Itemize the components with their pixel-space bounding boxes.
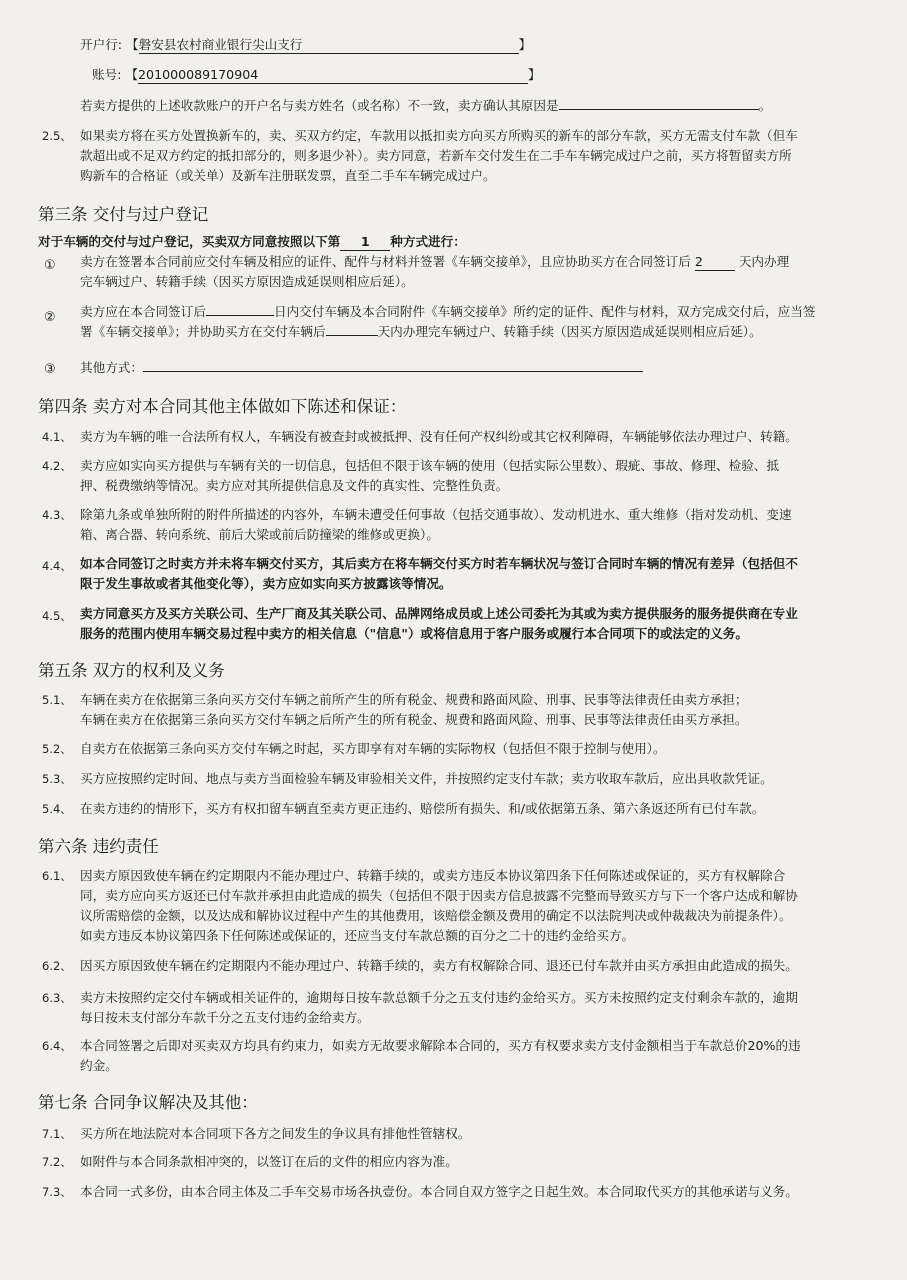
clause-number: 7.1、: [42, 1127, 72, 1141]
clause-number: 7.2、: [42, 1155, 72, 1169]
option-1-line2: 完车辆过户、转籍手续（因买方原因造成延误则相应后延）。: [80, 274, 414, 289]
clause-number: 5.3、: [42, 772, 72, 786]
option-2-mark: ②: [44, 310, 56, 325]
clause-number: 4.1、: [42, 430, 72, 444]
art3-method-number: 1: [340, 234, 390, 251]
bank-row: [80, 35, 531, 55]
account-value: 201000089170904: [138, 67, 528, 84]
option-2-text-b: 日内交付车辆及本合同附件《车辆交接单》所约定的证件、配件与材料，双方完成交付后，应当签: [273, 304, 816, 319]
clause-number: 4.5、: [42, 609, 72, 623]
clause-number: 4.2、: [42, 459, 72, 473]
mismatch-blank: [559, 109, 759, 110]
clause-number: 6.4、: [42, 1039, 72, 1053]
option-2-text: 卖方应在本合同签订后: [80, 304, 206, 319]
clause-text: 购新车的合格证（或关单）及新车注册联发票，直至二手车车辆完成过户。: [80, 168, 496, 183]
art3-intro-text: 对于车辆的交付与过户登记，买卖双方同意按照以下第: [38, 234, 341, 249]
clause-text: 本合同一式多份，由本合同主体及二手车交易市场各执壹份。本合同自双方签字之日起生效。本合同取代买方的其他承诺与义务。: [80, 1184, 798, 1199]
clause-text: 约金。: [80, 1058, 118, 1073]
clause-text: 买方所在地法院对本合同项下各方之间发生的争议具有排他性管辖权。: [80, 1126, 471, 1141]
option-2-line2: [80, 322, 762, 342]
clause-number: 6.1、: [42, 869, 72, 883]
clause-text: 除第九条或单独所附的附件所描述的内容外，车辆未遭受任何事故（包括交通事故）、发动机进水、重大维修（指对发动机、变速: [80, 507, 792, 522]
clause-text: 因买方原因致使车辆在约定期限内不能办理过户、转籍手续的，卖方有权解除合同、退还已付车款并由买方承担由此造成的损失。: [80, 958, 798, 973]
bank-value: 磐安县农村商业银行尖山支行: [139, 37, 519, 54]
option-2-text-c: 署《车辆交接单》；并协助买方在交付车辆后: [80, 324, 326, 339]
mismatch-line: [80, 96, 771, 116]
option-2-text-d: 天内办理完车辆过户、转籍手续（因买方原因造成延误则相应后延）。: [377, 324, 762, 339]
clause-number: 7.3、: [42, 1185, 72, 1199]
clause-text: 卖方同意买方及买方关联公司、生产厂商及其关联公司、品牌网络成员或上述公司委托为其或为卖方提供服务的服务提供商在专业: [80, 606, 798, 621]
mismatch-end: 。: [758, 98, 772, 113]
option-2-blank-days2: [326, 335, 378, 336]
clause-number: 6.3、: [42, 991, 72, 1005]
art3-intro: [38, 232, 466, 252]
bank-label: 开户行:: [80, 37, 123, 52]
account-open-bracket: 【: [125, 67, 139, 82]
clause-number: 5.1、: [42, 693, 72, 707]
clause-text: 卖方为车辆的唯一合法所有权人，车辆没有被查封或被抵押、没有任何产权纠纷或其它权利障碍，车辆能够依法办理过户、转籍。: [80, 429, 798, 444]
account-label: 账号:: [92, 67, 122, 82]
option-1-days: 2: [695, 254, 735, 271]
clause-text: 卖方未按照约定交付车辆或相关证件的，逾期每日按车款总额千分之五支付违约金给买方。买方未按照约定支付剩余车款的，逾期: [80, 990, 798, 1005]
option-2-blank-days: [206, 315, 274, 316]
clause-text: 议所需赔偿的金额，以及达成和解协议过程中产生的其他费用，该赔偿金额及费用的确定不以法院判决或仲裁裁决为前提条件）。: [80, 908, 792, 923]
clause-number: 5.4、: [42, 802, 72, 816]
article-title: 第五条 双方的权利及义务: [38, 661, 225, 680]
bank-open-bracket: 【: [126, 37, 139, 52]
clause-text: 每日按未支付部分车款千分之五支付违约金给卖方。: [80, 1010, 370, 1025]
clause-text: 如果卖方将在买方处置换新车的，卖、买双方约定，车款用以抵扣卖方向买方所购买的新车的部分车款，买方无需支付车款（但车: [80, 128, 798, 143]
clause-number: 4.3、: [42, 508, 72, 522]
clause-text: 车辆在卖方在依据第三条向买方交付车辆之前所产生的所有税金、规费和路面风险、刑事、民事等法律责任由卖方承担；: [80, 692, 748, 707]
clause-number: 4.4、: [42, 559, 72, 573]
clause-number: 5.2、: [42, 742, 72, 756]
option-3-line: [80, 358, 643, 378]
clause-text: 买方应按照约定时间、地点与卖方当面检验车辆及审验相关文件，并按照约定支付车款；卖方收取车款后，应出具收款凭证。: [80, 771, 773, 786]
clause-text: 车辆在卖方在依据第三条向买方交付车辆之后所产生的所有税金、规费和路面风险、刑事、民事等法律责任由买方承担。: [80, 712, 748, 727]
account-row: [92, 65, 541, 85]
clause-text: 如本合同签订之时卖方并未将车辆交付买方，其后卖方在将车辆交付买方时若车辆状况与签订合同时车辆的情况有差异（包括但不: [80, 556, 798, 571]
option-3-mark: ③: [44, 362, 56, 377]
clause-text: 同，卖方应向买方返还已付车款并承担由此造成的损失（包括但不限于因卖方信息披露不完整而导致买方与下一个客户达成和解协: [80, 888, 798, 903]
article-title: 第七条 合同争议解决及其他：: [38, 1093, 258, 1112]
clause-text: 限于发生事故或者其他变化等），卖方应如实向买方披露该等情况。: [80, 576, 452, 591]
option-3-label: 其他方式：: [80, 360, 143, 375]
clause-number: 2.5、: [42, 129, 72, 143]
clause-number: 6.2、: [42, 959, 72, 973]
clause-text: 卖方应如实向买方提供与车辆有关的一切信息，包括但不限于该车辆的使用（包括实际公里数）、瑕疵、事故、修理、检验、抵: [80, 458, 779, 473]
option-1-text: 卖方在签署本合同前应交付车辆及相应的证件、配件与材料并签署《车辆交接单》，且应协助买方在合同签订后: [80, 254, 691, 269]
article-title: 第四条 卖方对本合同其他主体做如下陈述和保证：: [38, 397, 407, 416]
option-1-text-end: 天内办理: [738, 254, 790, 269]
bank-close-bracket: 】: [518, 37, 532, 52]
clause-text: 箱、离合器、转向系统、前后大梁或前后防撞梁的维修或更换）。: [80, 527, 439, 542]
clause-text: 服务的范围内使用车辆交易过程中卖方的相关信息（"信息"）或将信息用于客户服务或履行本合同项下的或法定的义务。: [80, 626, 748, 641]
option-1-line: [80, 252, 789, 272]
clause-text: 自卖方在依据第三条向买方交付车辆之时起，买方即享有对车辆的实际物权（包括但不限于控制与使用）。: [80, 741, 666, 756]
clause-text: 如附件与本合同条款相冲突的，以签订在后的文件的相应内容为准。: [80, 1154, 458, 1169]
article-title: 第三条 交付与过户登记: [38, 205, 209, 224]
option-2-line: [80, 302, 815, 322]
mismatch-text: 若卖方提供的上述收款账户的开户名与卖方姓名（或名称）不一致，卖方确认其原因是: [80, 98, 559, 113]
option-3-blank: [143, 371, 643, 372]
clause-text: 如卖方违反本协议第四条下任何陈述或保证的，还应当支付车款总额的百分之二十的违约金给买方。: [80, 928, 635, 943]
article-title: 第六条 违约责任: [38, 837, 159, 856]
clause-text: 因卖方原因致使车辆在约定期限内不能办理过户、转籍手续的，或卖方违反本协议第四条下任何陈述或保证的，买方有权解除合: [80, 868, 786, 883]
clause-text: 款超出或不足双方约定的抵扣部分的，则多退少补）。卖方同意，若新车交付发生在二手车车辆完成过户之前，买方将暂留卖方所: [80, 148, 792, 163]
option-1-mark: ①: [44, 258, 56, 273]
art3-intro-text-end: 种方式进行：: [390, 234, 466, 249]
clause-text: 在卖方违约的情形下，买方有权扣留车辆直至卖方更正违约、赔偿所有损失、和/或依据第五条、第六条返还所有已付车款。: [80, 801, 765, 816]
clause-text: 押、税费缴纳等情况。卖方应对其所提供信息及文件的真实性、完整性负责。: [80, 478, 509, 493]
clause-text: 本合同签署之后即对买卖双方均具有约束力，如卖方无故要求解除本合同的，买方有权要求卖方支付金额相当于车款总价20%的违: [80, 1038, 801, 1053]
account-close-bracket: 】: [528, 67, 541, 82]
